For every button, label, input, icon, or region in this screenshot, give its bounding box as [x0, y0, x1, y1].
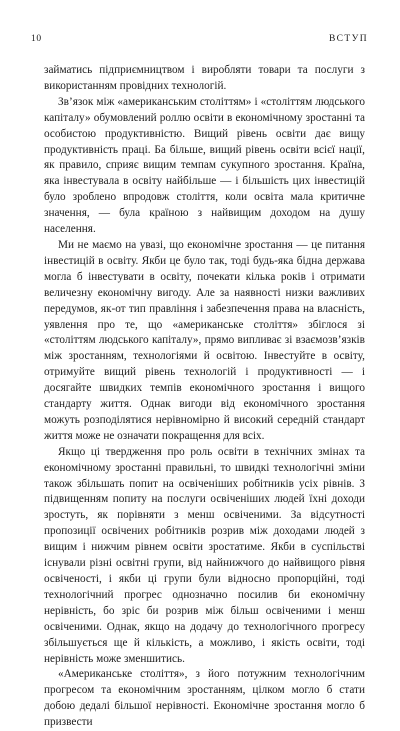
paragraph: Зв’язок між «американським століттям» і «століттям людського капіталу» обумовлений роллю освіти в економічному зростанні та особистою продуктивністю. Вищий рівень освіти дає вищу продуктивність праці. Ба більше, вищий рівень освіти всієї нації, як правило, сприяє вищим темпам сукупного зростання. Країна, яка інвестувала в освіту найбільше — і більшість цих інвестицій було зроблено впродовж століття, коли освіта мала критичне значення, — була країною з найвищим доходом на душу населення. — [44, 95, 365, 236]
body-text — [44, 63, 365, 731]
paragraph: «Американське століття», з його потужним технологічним прогресом та економічним зростанням, цілком могло б стати добою дедалі більшої нерівності. Економічне зростання могло б призвести — [44, 668, 365, 729]
paragraph: займатись підприємництвом і виробляти товари та послуги з використанням провідних технологій. — [44, 64, 365, 92]
running-head: ВСТУП — [328, 34, 368, 44]
paragraph: Якщо ці твердження про роль освіти в технічних змінах та економічному зростанні правильні, то швидкі технологічні зміни також збільшать попит на освіченіших робітників усіх рівнів. З підвищенням попиту на послуги освіченіших людей їхні доходи зростуть, як порівняти з менш освіченими. За відсутності пропозиції освічених робітників розрив між доходами людей з вищим і нижчим рівнем освіти зростатиме. Якби в суспільстві існували різні освітні групи, від найнижчого до найвищого рівня освіченості, і якби ці групи були відносно пропорційні, тоді технологічний прогрес однозначно посилив би економічну нерівність, бо зріс би розрив між більш освіченими і менш освіченими. Однак, якщо на додачу до технологічного прогресу збільшується ще й кількість, а можливо, і якість освіти, тоді нерівність може зменшитись. — [44, 445, 365, 665]
paragraph: Ми не маємо на увазі, що економічне зростання — це питання інвестицій в освіту. Якби це було так, тоді будь-яка бідна держава могла б інвестувати в освіту, почекати кілька років і отримати величезну економічну вигоду. Але за наявності низки важливих передумов, як-от тип правління і забезпечення права на власність, уявлення про те, що «американське століття» збіглося зі «століттям людського капіталу», прямо випливає зі взаємозв’язків між зростанням, технологіями й освітою. Інвестуйте в освіту, отримуйте вищий рівень технологій і продуктивності — і досягайте швидких темпів економічного зростання і вищого стандарту життя. Однак вигоди від економічного зростання можуть розподілятися нерівномірно й високий середній стандарт життя може не означати покращення для всіх. — [44, 238, 365, 442]
page-header — [31, 34, 368, 48]
page-number: 10 — [31, 34, 42, 44]
